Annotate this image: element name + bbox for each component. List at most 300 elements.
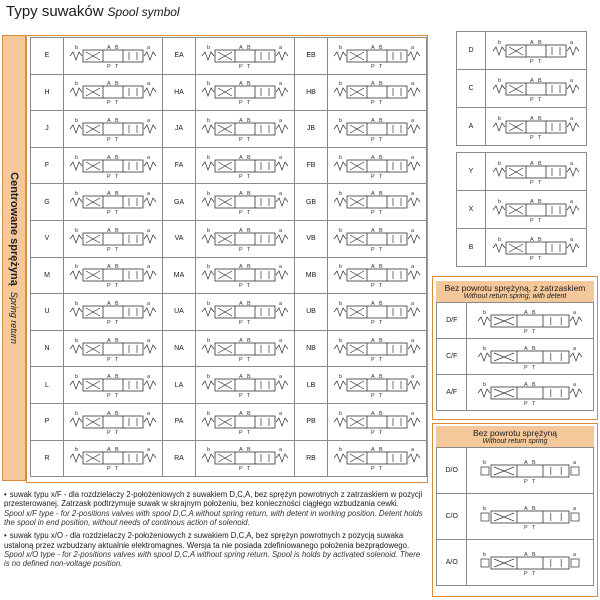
notes xyxy=(4,490,424,573)
spring-left xyxy=(493,123,505,131)
spool-symbol-icon xyxy=(331,407,423,437)
spool-code: EB xyxy=(295,38,328,75)
port-label-B: B xyxy=(247,191,251,198)
table-row xyxy=(31,220,427,257)
spring-left xyxy=(70,125,82,133)
table-row xyxy=(31,294,427,331)
spool-grid xyxy=(30,37,427,477)
port-label-T: T xyxy=(247,319,251,326)
port-label-P: P xyxy=(107,246,111,253)
port-label-T: T xyxy=(247,429,251,436)
port-label-T: T xyxy=(538,179,542,186)
port-label-T: T xyxy=(115,246,119,253)
port-label-P: P xyxy=(107,356,111,363)
spool-body xyxy=(215,416,275,428)
solenoid-left xyxy=(481,559,489,567)
spool-symbol-cell xyxy=(328,403,427,440)
spring-right xyxy=(276,308,288,316)
port-label-A: A xyxy=(530,77,534,84)
table-row xyxy=(31,184,427,221)
solenoid-right xyxy=(571,559,579,567)
port-label-a: a xyxy=(573,309,577,316)
spool-body xyxy=(347,343,407,355)
port-label-A: A xyxy=(239,337,243,344)
port-label-T: T xyxy=(379,100,383,107)
spool-code: C xyxy=(457,70,486,108)
spool-body xyxy=(83,233,143,245)
port-label-T: T xyxy=(538,255,542,262)
port-label-P: P xyxy=(107,466,111,473)
port-label-P: P xyxy=(239,393,243,400)
port-label-T: T xyxy=(538,96,542,103)
spring-left xyxy=(70,381,82,389)
port-label-P: P xyxy=(239,283,243,290)
spool-body xyxy=(347,160,407,172)
detent-table xyxy=(436,302,594,411)
spool-symbol-icon xyxy=(490,74,582,104)
port-label-b: b xyxy=(498,198,502,205)
spool-code: RB xyxy=(295,440,328,477)
spool-symbol-cell xyxy=(486,32,587,70)
port-label-T: T xyxy=(379,63,383,70)
port-label-T: T xyxy=(379,356,383,363)
spool-code: RA xyxy=(163,440,196,477)
spool-body xyxy=(215,306,275,318)
spool-body xyxy=(83,86,143,98)
spring-left xyxy=(202,162,214,170)
spool-symbol-cell xyxy=(64,147,163,184)
port-label-B: B xyxy=(247,81,251,88)
spring-right xyxy=(408,454,420,462)
table-row xyxy=(457,70,587,108)
port-label-a: a xyxy=(147,374,151,381)
spool-code: D/O xyxy=(437,448,467,494)
spool-code: H xyxy=(31,74,64,111)
spool-code: JA xyxy=(163,111,196,148)
port-label-a: a xyxy=(411,410,415,417)
title-sub: Spool symbol xyxy=(107,5,180,19)
spool-symbol-icon xyxy=(475,342,585,372)
spool-symbol-icon xyxy=(331,151,423,181)
port-label-P: P xyxy=(371,210,375,217)
spring-left xyxy=(202,125,214,133)
port-label-T: T xyxy=(532,524,536,531)
spool-symbol-icon xyxy=(67,443,159,473)
spring-left xyxy=(334,88,346,96)
spring-left xyxy=(70,52,82,60)
port-label-T: T xyxy=(532,328,536,335)
spring-left xyxy=(70,418,82,426)
port-label-b: b xyxy=(339,374,343,381)
port-label-B: B xyxy=(247,447,251,454)
spool-symbol-cell xyxy=(328,294,427,331)
port-label-b: b xyxy=(207,300,211,307)
spool-code: FB xyxy=(295,147,328,184)
port-label-a: a xyxy=(573,381,577,388)
port-label-A: A xyxy=(239,447,243,454)
spring-right xyxy=(144,88,156,96)
spring-right xyxy=(144,308,156,316)
port-label-b: b xyxy=(207,227,211,234)
spool-body xyxy=(83,416,143,428)
spool-symbol-cell xyxy=(196,147,295,184)
port-label-a: a xyxy=(411,227,415,234)
spring-left xyxy=(334,345,346,353)
spool-symbol-icon xyxy=(490,233,582,263)
sidebar-pl: Centrowane sprężyną xyxy=(8,172,20,286)
port-label-B: B xyxy=(115,191,119,198)
spool-symbol-cell xyxy=(64,220,163,257)
port-label-a: a xyxy=(411,447,415,454)
port-label-P: P xyxy=(530,58,534,65)
port-label-T: T xyxy=(115,319,119,326)
port-label-B: B xyxy=(379,227,383,234)
port-label-A: A xyxy=(239,44,243,51)
spool-symbol-icon xyxy=(199,334,291,364)
spool-symbol-cell xyxy=(64,38,163,75)
spool-code: MA xyxy=(163,257,196,294)
spool-group-yxb xyxy=(456,152,587,267)
port-label-A: A xyxy=(530,39,534,46)
spring-right xyxy=(144,162,156,170)
spring-right xyxy=(276,198,288,206)
spring-right xyxy=(408,418,420,426)
port-label-B: B xyxy=(379,337,383,344)
spool-code: GA xyxy=(163,184,196,221)
port-label-B: B xyxy=(532,459,536,466)
spool-code: A/F xyxy=(437,375,467,411)
spool-symbol-icon xyxy=(67,151,159,181)
spool-body xyxy=(215,379,275,391)
table-row xyxy=(437,540,594,586)
port-label-A: A xyxy=(239,227,243,234)
port-label-P: P xyxy=(107,100,111,107)
port-label-A: A xyxy=(371,44,375,51)
port-label-T: T xyxy=(247,136,251,143)
port-label-T: T xyxy=(115,136,119,143)
port-label-b: b xyxy=(207,337,211,344)
spool-symbol-cell xyxy=(196,111,295,148)
spring-right xyxy=(144,345,156,353)
table-row xyxy=(457,32,587,70)
port-label-B: B xyxy=(115,337,119,344)
port-label-T: T xyxy=(379,136,383,143)
spring-right xyxy=(408,162,420,170)
port-label-P: P xyxy=(530,179,534,186)
spool-symbol-cell xyxy=(64,440,163,477)
table-row xyxy=(31,147,427,184)
spool-symbol-cell xyxy=(467,375,594,411)
spool-symbol-cell xyxy=(196,440,295,477)
title-main: Typy suwaków xyxy=(6,3,104,20)
port-label-A: A xyxy=(371,117,375,124)
port-label-P: P xyxy=(530,134,534,141)
port-label-b: b xyxy=(483,309,487,316)
spool-code: R xyxy=(31,440,64,477)
spring-right xyxy=(276,271,288,279)
spool-symbol-icon xyxy=(331,77,423,107)
spool-code: NA xyxy=(163,330,196,367)
port-label-P: P xyxy=(239,246,243,253)
spool-symbol-icon xyxy=(199,77,291,107)
port-label-b: b xyxy=(498,39,502,46)
port-label-A: A xyxy=(239,264,243,271)
spring-right xyxy=(144,125,156,133)
port-label-a: a xyxy=(147,410,151,417)
spool-body xyxy=(506,83,566,95)
sidebar-en: Spring return xyxy=(9,291,19,344)
spool-body xyxy=(491,351,569,363)
spool-symbol-icon xyxy=(199,114,291,144)
spring-right xyxy=(144,271,156,279)
port-label-T: T xyxy=(532,364,536,371)
port-label-P: P xyxy=(239,63,243,70)
spool-symbol-icon xyxy=(199,260,291,290)
port-label-b: b xyxy=(75,81,79,88)
spool-symbol-icon xyxy=(331,443,423,473)
spool-body xyxy=(215,123,275,135)
spool-symbol-icon xyxy=(490,157,582,187)
spool-body xyxy=(83,269,143,281)
port-label-P: P xyxy=(239,429,243,436)
spring-left xyxy=(334,418,346,426)
port-label-B: B xyxy=(115,227,119,234)
spring-right xyxy=(408,308,420,316)
port-label-B: B xyxy=(538,77,542,84)
spool-body xyxy=(506,166,566,178)
port-label-T: T xyxy=(247,173,251,180)
port-label-P: P xyxy=(107,283,111,290)
port-label-b: b xyxy=(75,44,79,51)
table-row xyxy=(31,367,427,404)
spring-right xyxy=(567,47,579,55)
spool-symbol-cell xyxy=(486,153,587,191)
spool-body xyxy=(215,452,275,464)
spring-left xyxy=(70,271,82,279)
port-label-a: a xyxy=(279,410,283,417)
port-label-B: B xyxy=(379,374,383,381)
spool-code: C/O xyxy=(437,494,467,540)
spool-code: JB xyxy=(295,111,328,148)
spool-symbol-icon xyxy=(199,370,291,400)
spring-right xyxy=(276,381,288,389)
spring-left xyxy=(202,418,214,426)
port-label-b: b xyxy=(75,227,79,234)
spring-right xyxy=(276,345,288,353)
port-label-P: P xyxy=(524,400,528,407)
port-label-A: A xyxy=(239,300,243,307)
spool-code: VB xyxy=(295,220,328,257)
spring-left xyxy=(334,271,346,279)
port-label-P: P xyxy=(371,100,375,107)
spring-right xyxy=(408,125,420,133)
port-label-a: a xyxy=(570,160,574,167)
port-label-P: P xyxy=(524,570,528,577)
port-label-A: A xyxy=(107,410,111,417)
port-label-b: b xyxy=(498,236,502,243)
port-label-P: P xyxy=(524,524,528,531)
port-label-P: P xyxy=(239,100,243,107)
spool-symbol-cell xyxy=(328,111,427,148)
spool-code: L xyxy=(31,367,64,404)
table-row xyxy=(31,403,427,440)
spool-body xyxy=(347,50,407,62)
port-label-B: B xyxy=(115,300,119,307)
spring-left xyxy=(70,308,82,316)
port-label-T: T xyxy=(115,173,119,180)
port-label-a: a xyxy=(570,77,574,84)
port-label-A: A xyxy=(524,345,528,352)
port-label-T: T xyxy=(115,210,119,217)
port-label-a: a xyxy=(279,227,283,234)
port-label-a: a xyxy=(279,117,283,124)
table-row xyxy=(457,191,587,229)
spool-symbol-icon xyxy=(67,370,159,400)
spool-symbol-icon xyxy=(331,224,423,254)
port-label-T: T xyxy=(379,283,383,290)
port-label-T: T xyxy=(115,466,119,473)
port-label-P: P xyxy=(524,478,528,485)
port-label-P: P xyxy=(371,429,375,436)
port-label-b: b xyxy=(207,81,211,88)
port-label-B: B xyxy=(247,374,251,381)
spool-symbol-icon xyxy=(490,112,582,142)
port-label-a: a xyxy=(570,198,574,205)
port-label-b: b xyxy=(75,154,79,161)
port-label-B: B xyxy=(379,264,383,271)
port-label-B: B xyxy=(532,345,536,352)
port-label-B: B xyxy=(247,227,251,234)
spring-left xyxy=(334,162,346,170)
port-label-A: A xyxy=(371,410,375,417)
port-label-B: B xyxy=(115,117,119,124)
spool-symbol-cell xyxy=(196,403,295,440)
spring-right xyxy=(408,52,420,60)
port-label-T: T xyxy=(115,429,119,436)
port-label-B: B xyxy=(115,264,119,271)
spool-code: U xyxy=(31,294,64,331)
spool-symbol-cell xyxy=(64,74,163,111)
port-label-A: A xyxy=(371,374,375,381)
port-label-A: A xyxy=(524,551,528,558)
spool-symbol-cell xyxy=(467,540,594,586)
spool-code: EA xyxy=(163,38,196,75)
port-label-B: B xyxy=(115,410,119,417)
spool-body xyxy=(506,45,566,57)
port-label-P: P xyxy=(107,63,111,70)
spool-symbol-cell xyxy=(196,330,295,367)
spool-code: MB xyxy=(295,257,328,294)
port-label-B: B xyxy=(538,39,542,46)
spring-right xyxy=(408,271,420,279)
spool-symbol-cell xyxy=(64,367,163,404)
spring-left xyxy=(202,198,214,206)
spool-body xyxy=(506,204,566,216)
table-row xyxy=(31,38,427,75)
spool-code: V xyxy=(31,220,64,257)
port-label-b: b xyxy=(498,115,502,122)
spool-code: PA xyxy=(163,403,196,440)
spool-symbol-icon xyxy=(199,297,291,327)
table-row xyxy=(457,153,587,191)
port-label-b: b xyxy=(483,459,487,466)
port-label-T: T xyxy=(538,58,542,65)
spring-left xyxy=(334,308,346,316)
port-label-P: P xyxy=(524,364,528,371)
port-label-T: T xyxy=(247,210,251,217)
solenoid-left xyxy=(481,513,489,521)
spring-right xyxy=(567,206,579,214)
table-row xyxy=(437,339,594,375)
spool-symbol-cell xyxy=(328,220,427,257)
note-1 xyxy=(4,490,424,527)
port-label-P: P xyxy=(239,210,243,217)
port-label-B: B xyxy=(115,374,119,381)
spool-symbol-icon xyxy=(475,502,585,532)
port-label-a: a xyxy=(411,374,415,381)
spool-symbol-icon xyxy=(331,260,423,290)
spool-code: FA xyxy=(163,147,196,184)
port-label-B: B xyxy=(115,44,119,51)
spring-return-sidebar xyxy=(2,35,26,481)
port-label-P: P xyxy=(107,393,111,400)
spool-symbol-cell xyxy=(64,111,163,148)
detent-header xyxy=(436,281,594,302)
spring-right xyxy=(276,88,288,96)
port-label-a: a xyxy=(279,374,283,381)
table-row xyxy=(31,440,427,477)
port-label-A: A xyxy=(239,81,243,88)
spool-symbol-cell xyxy=(467,303,594,339)
port-label-b: b xyxy=(339,81,343,88)
port-label-A: A xyxy=(107,374,111,381)
port-label-B: B xyxy=(538,115,542,122)
note-2-en: Spool x/O type - for 2-positions valves with spool D,C,A without spring return. Spool is holds by activated solenoid. There is no defined non-voltage position. xyxy=(4,550,421,569)
port-label-B: B xyxy=(247,337,251,344)
port-label-a: a xyxy=(411,44,415,51)
spool-symbol-icon xyxy=(475,456,585,486)
port-label-b: b xyxy=(339,447,343,454)
port-label-P: P xyxy=(371,393,375,400)
port-label-a: a xyxy=(279,447,283,454)
spool-code: VA xyxy=(163,220,196,257)
noreturn-title: Bez powrotu sprężyną xyxy=(472,428,558,438)
port-label-B: B xyxy=(379,410,383,417)
port-label-B: B xyxy=(532,309,536,316)
solenoid-right xyxy=(571,467,579,475)
port-label-P: P xyxy=(371,63,375,70)
port-label-a: a xyxy=(570,115,574,122)
spring-left xyxy=(202,308,214,316)
spring-right xyxy=(567,244,579,252)
port-label-a: a xyxy=(279,81,283,88)
spool-body xyxy=(83,343,143,355)
spring-left xyxy=(334,52,346,60)
port-label-b: b xyxy=(339,227,343,234)
port-label-T: T xyxy=(379,210,383,217)
noreturn-table xyxy=(436,447,594,586)
spring-right xyxy=(276,418,288,426)
spring-right xyxy=(144,454,156,462)
port-label-A: A xyxy=(371,264,375,271)
port-label-P: P xyxy=(107,136,111,143)
port-label-b: b xyxy=(207,374,211,381)
port-label-a: a xyxy=(147,44,151,51)
port-label-b: b xyxy=(207,447,211,454)
spool-symbol-cell xyxy=(328,257,427,294)
spool-body xyxy=(347,123,407,135)
port-label-P: P xyxy=(530,255,534,262)
